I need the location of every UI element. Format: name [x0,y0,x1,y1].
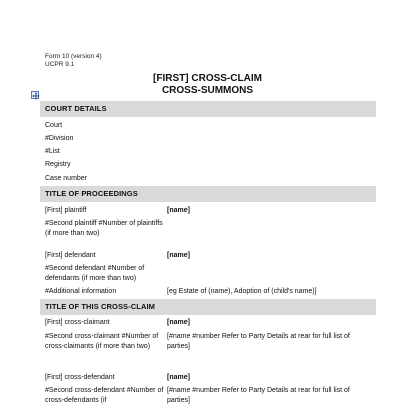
value-additional-information: [eg Estate of (name), Adoption of (child's name)] [167,288,317,295]
section-court-details: COURT DETAILS [40,101,376,117]
document-title: [FIRST] CROSS-CLAIM [153,73,262,84]
value-first-cross-defendant: [name] [167,374,190,381]
field-case-number: Case number [45,175,88,182]
form-identifier [45,53,102,69]
label-second-cross-defendant: #Second cross-defendant #Number of cross-defendants (if [45,387,164,404]
label-additional-information: #Additional information [45,288,117,295]
label-first-cross-defendant: [First] cross-defendant [45,374,115,381]
table-move-handle-icon[interactable] [31,91,39,99]
field-division: #Division [45,135,74,142]
document-subtitle: CROSS-SUMMONS [161,85,254,96]
field-registry: Registry [45,161,71,168]
rule-reference: UCPR 9.1 [45,61,75,68]
field-court: Court [45,122,63,129]
value-second-cross-defendant: [#name #number Refer to Party Details at rear for full list of parties] [167,387,350,404]
section-title-of-proceedings: TITLE OF PROCEEDINGS [40,186,376,202]
value-first-defendant: [name] [167,252,190,259]
field-list: #List [45,148,60,155]
section-title-of-cross-claim: TITLE OF THIS CROSS-CLAIM [40,299,376,315]
label-first-defendant: [First] defendant [45,252,96,259]
label-second-plaintiff: #Second plaintiff #Number of plaintiffs (if more than two) [45,220,163,237]
value-first-cross-claimant: [name] [167,319,190,326]
form-number: Form 10 (version 4) [45,53,102,60]
label-first-cross-claimant: [First] cross-claimant [45,319,110,326]
label-second-defendant: #Second defendant #Number of defendants (if more than two) [45,265,145,282]
value-second-cross-claimant: [#name #number Refer to Party Details at rear for full list of parties] [167,333,350,350]
value-first-plaintiff: [name] [167,207,190,214]
label-second-cross-claimant: #Second cross-claimant #Number of cross-claimants (if more than two) [45,333,159,350]
label-first-plaintiff: [First] plaintiff [45,207,87,214]
